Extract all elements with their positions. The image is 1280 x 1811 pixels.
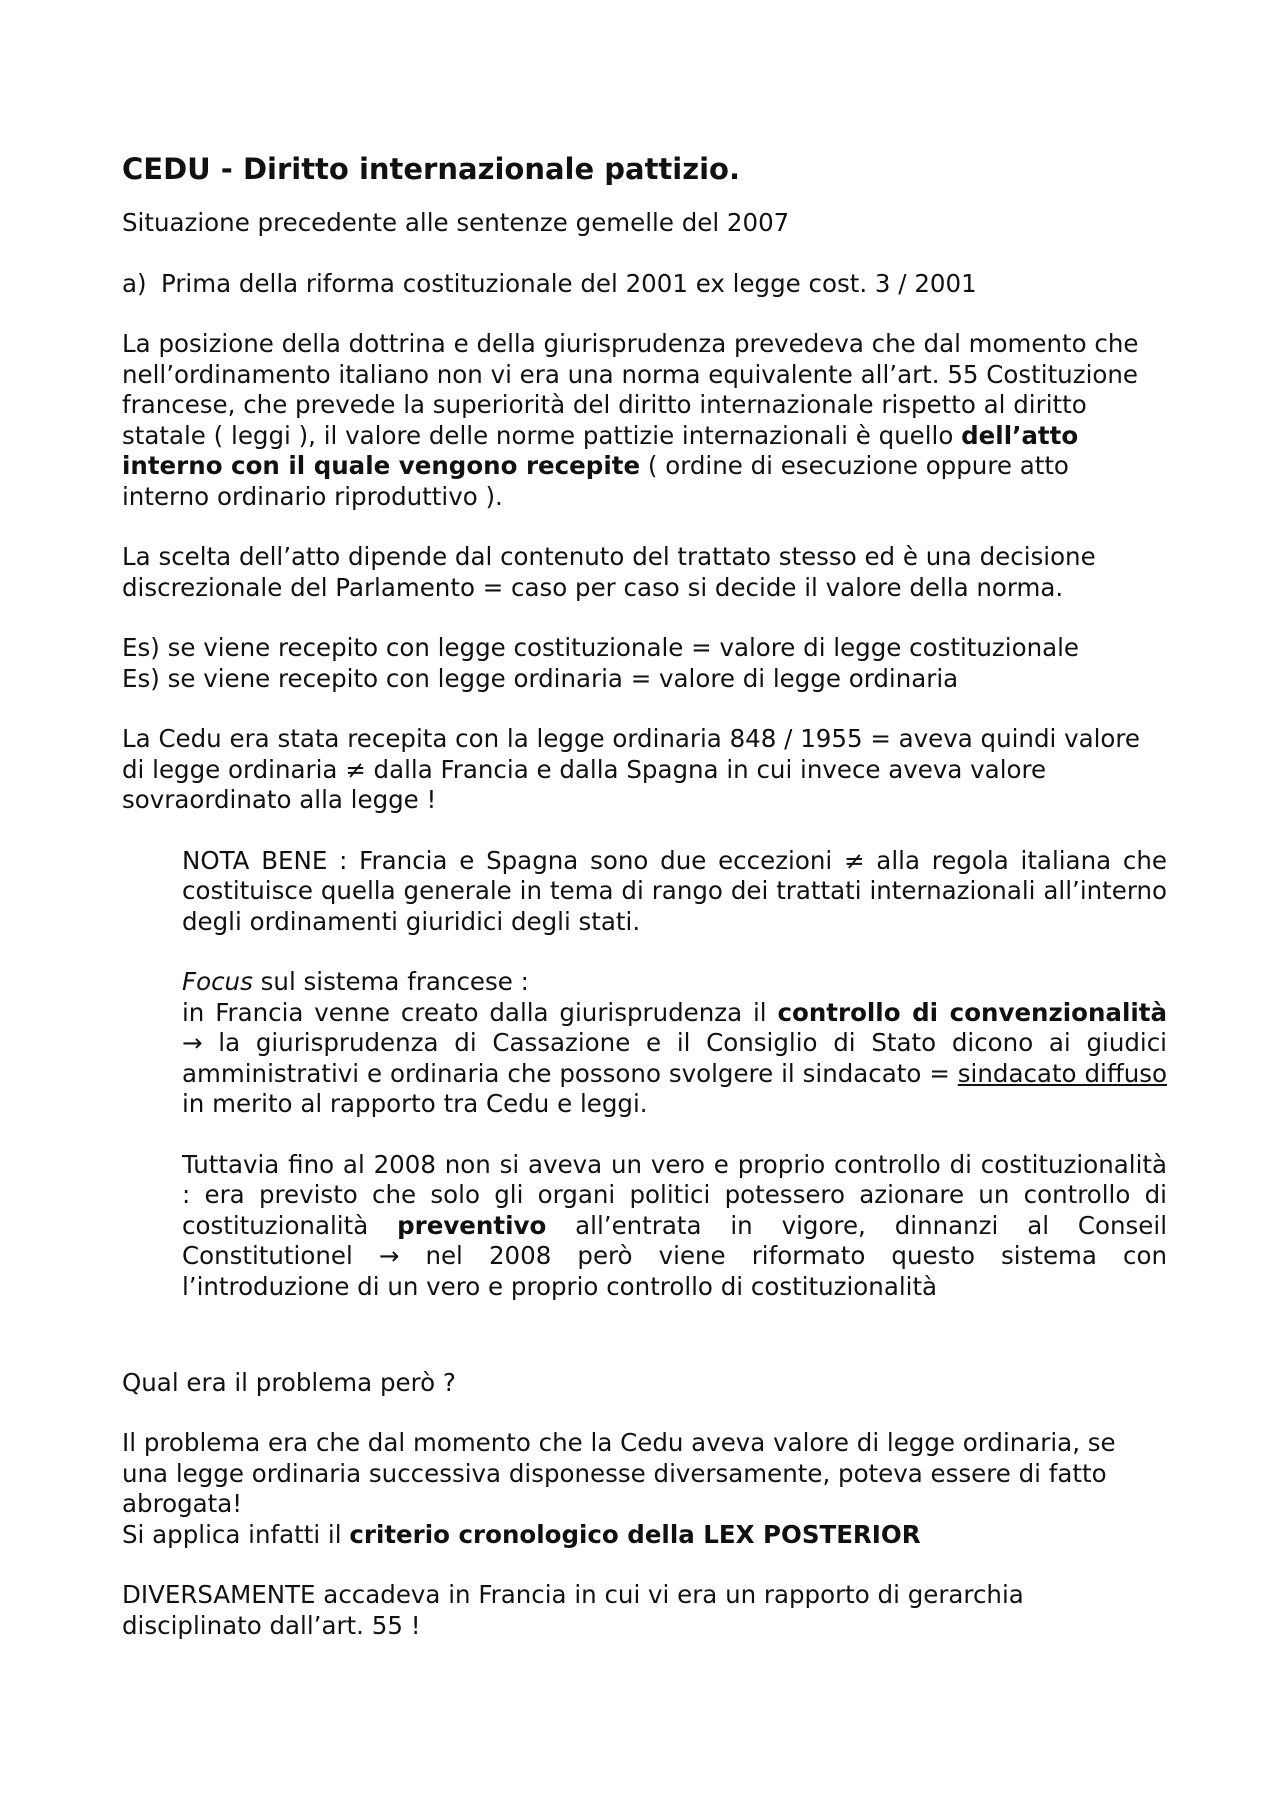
- text-run: → la giurisprudenza di Cassazione e il Consiglio di Stato dicono ai giudici amministrativi e ordinaria che possono svolgere il sindacato =: [182, 1028, 1167, 1088]
- list-item-text: Prima della riforma costituzionale del 2001 ex legge cost. 3 / 2001: [161, 268, 977, 298]
- document-body: [122, 150, 1168, 1641]
- document-title: CEDU - Diritto internazionale pattizio.: [122, 152, 740, 186]
- paragraph-scelta: La scelta dell’atto dipende dal contenuto del trattato stesso ed è una decisione discrezionale del Parlamento = caso per caso si decide il valore della norma.: [122, 542, 1096, 602]
- text-run: Si applica infatti il: [122, 1519, 350, 1549]
- tuttavia-paragraph: [182, 1150, 1167, 1368]
- bold-text: criterio cronologico della LEX POSTERIOR: [349, 1519, 921, 1549]
- bold-text: dell’atto interno con il quale vengono recepite: [122, 420, 1079, 480]
- section-subtitle: Situazione precedente alle sentenze gemelle del 2007: [122, 208, 790, 237]
- text-run: ( ordine di esecuzione oppure atto interno ordinario riproduttivo ).: [122, 451, 1069, 511]
- text-run: La posizione della dottrina e della giurisprudenza prevedeva che dal momento che nell’ordinamento italiano non vi era una norma equivalente all’art. 55 Costituzione francese, che prevede la superiorità del diritto internazionale rispetto al diritto statale ( leggi ), il valore delle norme pattizie internazionali è quello: [122, 329, 1139, 450]
- underlined-text: sindacato diffuso: [957, 1058, 1167, 1088]
- paragraph-criterio: [122, 1520, 1162, 1551]
- paragraph-dottrina: [122, 329, 1162, 512]
- list-item-a: [122, 269, 1162, 300]
- text-run: in merito al rapporto tra Cedu e leggi.: [182, 1089, 648, 1118]
- text-run: all’entrata in vigore, dinnanzi al Conseil Constitutionel → nel 2008 però viene riformato questo sistema con l’introduzione di un vero e proprio controllo di costituzionalità: [182, 1210, 1167, 1301]
- list-marker: a): [122, 268, 147, 298]
- text-run: in Francia venne creato dalla giurisprudenza il: [182, 997, 778, 1027]
- focus-paragraph: [182, 998, 1167, 1120]
- bold-text: controllo di convenzionalità: [777, 997, 1168, 1027]
- text-run: Tuttavia fino al 2008 non si aveva un vero e proprio controllo di costituzionalità : era previsto che solo gli organi politici potessero azionare un controllo di costituzionalità: [182, 1149, 1167, 1240]
- paragraph-problema: Il problema era che dal momento che la Cedu aveva valore di legge ordinaria, se una legge ordinaria successiva disponesse diversamente, poteva essere di fatto abrogata!: [122, 1428, 1116, 1518]
- paragraph-cedu: La Cedu era stata recepita con la legge ordinaria 848 / 1955 = aveva quindi valore di legge ordinaria ≠ dalla Francia e dalla Spagna in cui invece aveva valore sovraordinato alla legge !: [122, 724, 1141, 814]
- bold-text: preventivo: [397, 1210, 547, 1240]
- paragraph-diversamente: DIVERSAMENTE accadeva in Francia in cui vi era un rapporto di gerarchia disciplinato dall’art. 55 !: [122, 1580, 1024, 1640]
- question-line: Qual era il problema però ?: [122, 1367, 456, 1397]
- nota-bene: NOTA BENE : Francia e Spagna sono due eccezioni ≠ alla regola italiana che costituisce quella generale in tema di rango dei trattati internazionali all’interno degli ordinamenti giuridici degli stati.: [182, 845, 1167, 936]
- example-ordinaria: Es) se viene recepito con legge ordinaria = valore di legge ordinaria: [122, 663, 959, 693]
- focus-heading: [182, 967, 1167, 998]
- italic-text: Focus: [182, 967, 253, 996]
- example-costituzionale: Es) se viene recepito con legge costituzionale = valore di legge costituzionale: [122, 633, 1079, 662]
- text-run: sul sistema francese :: [252, 967, 529, 996]
